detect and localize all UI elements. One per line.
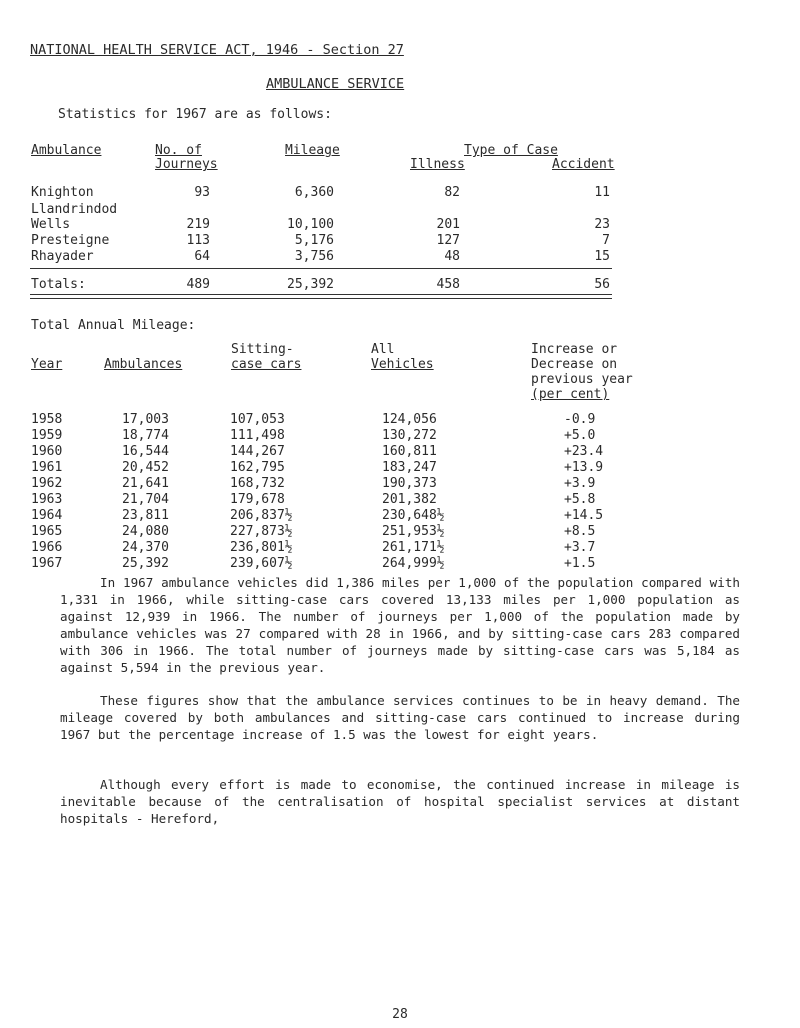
col-header-all-2: Vehicles: [371, 357, 434, 372]
ambulances-cell: 24,370: [122, 540, 169, 555]
sitting-cell: 162,795: [230, 460, 285, 475]
change-cell: +5.8: [564, 492, 596, 507]
act-title: NATIONAL HEALTH SERVICE ACT, 1946 - Section 27: [30, 42, 404, 58]
col-header-change-3: previous year: [531, 372, 633, 387]
ambulances-cell: 20,452: [122, 460, 169, 475]
col-header-ambulances: Ambulances: [104, 357, 183, 372]
col-header-all: All: [371, 342, 395, 357]
year-cell: 1963: [31, 492, 63, 507]
year-cell: 1964: [31, 508, 63, 523]
sitting-cell: 107,053: [230, 412, 285, 427]
sitting-cell: 236,801½: [230, 540, 293, 555]
station-name-line2: Wells: [31, 217, 71, 232]
all-vehicles-cell: 124,056: [382, 412, 437, 427]
station-illness: 201: [436, 217, 460, 232]
station-mileage: 3,756: [294, 249, 334, 264]
station-illness: 82: [444, 185, 460, 200]
paragraph-3: Although every effort is made to economise, the continued increase in mileage is inevitable because of the centralisation of hospital specialist services at distant hospitals - Hereford,: [60, 777, 740, 826]
year-cell: 1967: [31, 556, 63, 571]
totals-mileage: 25,392: [287, 277, 334, 292]
all-vehicles-cell: 201,382: [382, 492, 437, 507]
station-mileage: 5,176: [294, 233, 334, 248]
totals-journeys: 489: [186, 277, 210, 292]
page-number: 28: [392, 1007, 408, 1022]
sitting-cell: 239,607½: [230, 556, 293, 571]
col-header-type-of-case: Type of Case: [464, 143, 558, 158]
station-illness: 48: [444, 249, 460, 264]
col-header-accident: Accident: [552, 157, 615, 172]
ambulances-cell: 24,080: [122, 524, 169, 539]
all-vehicles-cell: 160,811: [382, 444, 437, 459]
all-vehicles-cell: 183,247: [382, 460, 437, 475]
col-header-sitting: Sitting-: [231, 342, 294, 357]
col-header-ambulance: Ambulance: [31, 143, 102, 158]
sitting-cell: 206,837½: [230, 508, 293, 523]
paragraph-1: In 1967 ambulance vehicles did 1,386 miles per 1,000 of the population compared with 1,331 in 1966, while sitting-case cars covered 13,133 miles per 1,000 population as against 12,939 in 1966. The number of journeys per 1,000 of the population made by ambulance vehicles was 27 compared with 28 in 1966, and by sitting-case cars 283 compared with 306 in 1966. The total number of journeys made by sitting-case cars was 5,184 as against 5,594 in the previous year.: [60, 575, 740, 675]
col-header-change-4: (per cent): [531, 387, 610, 402]
station-journeys: 113: [186, 233, 210, 248]
year-cell: 1965: [31, 524, 63, 539]
all-vehicles-cell: 261,171½: [382, 540, 445, 555]
all-vehicles-cell: 251,953½: [382, 524, 445, 539]
section-title: AMBULANCE SERVICE: [266, 76, 405, 92]
col-header-mileage: Mileage: [285, 143, 340, 158]
totals-illness: 458: [436, 277, 460, 292]
change-cell: +13.9: [564, 460, 604, 475]
change-cell: +3.7: [564, 540, 596, 555]
sitting-cell: 111,498: [230, 428, 285, 443]
all-vehicles-cell: 190,373: [382, 476, 437, 491]
change-cell: +23.4: [564, 444, 604, 459]
change-cell: +3.9: [564, 476, 596, 491]
change-cell: -0.9: [564, 412, 596, 427]
col-header-year: Year: [31, 357, 63, 372]
col-header-journeys-2: Journeys: [155, 157, 218, 172]
change-cell: +8.5: [564, 524, 596, 539]
all-vehicles-cell: 130,272: [382, 428, 437, 443]
station-name: Llandrindod: [31, 202, 118, 217]
change-cell: +5.0: [564, 428, 596, 443]
station-accident: 23: [594, 217, 610, 232]
year-cell: 1961: [31, 460, 63, 475]
year-cell: 1960: [31, 444, 63, 459]
ambulances-cell: 25,392: [122, 556, 169, 571]
station-mileage: 10,100: [287, 217, 334, 232]
ambulances-cell: 21,704: [122, 492, 169, 507]
col-header-change: Increase or: [531, 342, 618, 357]
station-illness: 127: [436, 233, 460, 248]
year-cell: 1959: [31, 428, 63, 443]
all-vehicles-cell: 230,648½: [382, 508, 445, 523]
station-mileage: 6,360: [294, 185, 334, 200]
station-accident: 15: [594, 249, 610, 264]
ambulances-cell: 16,544: [122, 444, 169, 459]
change-cell: +14.5: [564, 508, 604, 523]
station-journeys: 93: [194, 185, 210, 200]
station-journeys: 64: [194, 249, 210, 264]
station-name: Presteigne: [31, 233, 110, 248]
station-accident: 11: [594, 185, 610, 200]
ambulances-cell: 21,641: [122, 476, 169, 491]
ambulances-cell: 23,811: [122, 508, 169, 523]
col-header-journeys: No. of: [155, 143, 202, 158]
totals-bottom-rule: [30, 294, 612, 299]
year-cell: 1958: [31, 412, 63, 427]
sitting-cell: 227,873½: [230, 524, 293, 539]
change-cell: +1.5: [564, 556, 596, 571]
station-name: Knighton: [31, 185, 94, 200]
totals-accident: 56: [594, 277, 610, 292]
year-cell: 1966: [31, 540, 63, 555]
paragraph-2: These figures show that the ambulance services continues to be in heavy demand. The mileage covered by both ambulances and sitting-case cars continued to increase during 1967 but the percentage increase of 1.5 was the lowest for eight years.: [60, 693, 740, 742]
station-name: Rhayader: [31, 249, 94, 264]
all-vehicles-cell: 264,999½: [382, 556, 445, 571]
sitting-cell: 179,678: [230, 492, 285, 507]
totals-top-rule: [30, 268, 612, 269]
station-journeys: 219: [186, 217, 210, 232]
col-header-change-2: Decrease on: [531, 357, 618, 372]
ambulances-cell: 17,003: [122, 412, 169, 427]
sitting-cell: 144,267: [230, 444, 285, 459]
col-header-sitting-2: case cars: [231, 357, 302, 372]
intro-text: Statistics for 1967 are as follows:: [58, 107, 332, 122]
col-header-illness: Illness: [410, 157, 465, 172]
station-accident: 7: [602, 233, 610, 248]
ambulances-cell: 18,774: [122, 428, 169, 443]
sitting-cell: 168,732: [230, 476, 285, 491]
mileage-table-title: Total Annual Mileage:: [31, 318, 196, 333]
year-cell: 1962: [31, 476, 63, 491]
totals-label: Totals:: [31, 277, 86, 292]
